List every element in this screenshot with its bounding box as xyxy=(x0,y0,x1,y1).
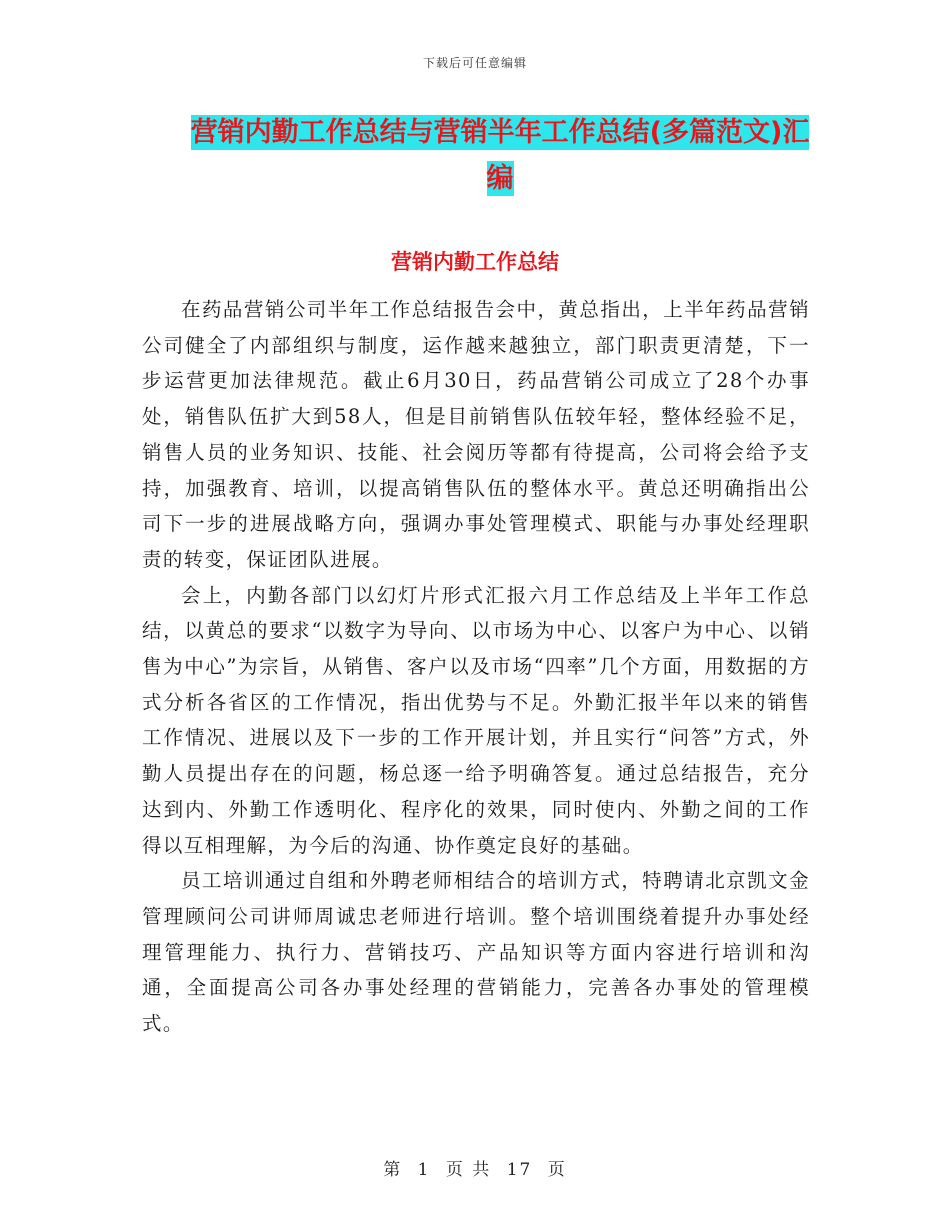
paragraph: 员工培训通过自组和外聘老师相结合的培训方式，特聘请北京凯文金管理顾问公司讲师周诚忠老师进行培训。整个培训围绕着提升办事处经理管理能力、执行力、营销技巧、产品知识等方面内容进行培训和沟通，全面提高公司各办事处经理的营销能力，完善各办事处的管理模式。 xyxy=(142,869,810,1036)
footer-total-pages: 17 xyxy=(506,1160,533,1180)
document-title-text: 营销内勤工作总结与营销半年工作总结(多篇范文)汇编 xyxy=(190,117,810,194)
footer-page-number: 1 xyxy=(417,1160,431,1180)
paragraph: 会上，内勤各部门以幻灯片形式汇报六月工作总结及上半年工作总结，以黄总的要求“以数字为导向、以市场为中心、以客户为中心、以销售为中心”为宗旨，从销售、客户以及市场“四率”几个方面，用数据的方式分析各省区的工作情况，指出优势与不足。外勤汇报半年以来的销售工作情况、进展以及下一步的工作开展计划，并且实行“问答”方式，外勤人员提出存在的问题，杨总逐一给予明确答复。通过总结报告，充分达到内、外勤工作透明化、程序化的效果，同时使内、外勤之间的工作得以互相理解，为今后的沟通、协作奠定良好的基础。 xyxy=(142,583,810,857)
footer-suffix: 页 xyxy=(547,1160,567,1180)
paragraph: 在药品营销公司半年工作总结报告会中，黄总指出，上半年药品营销公司健全了内部组织与制度，运作越来越独立，部门职责更清楚，下一步运营更加法律规范。截止6月30日，药品营销公司成立了28个办事处，销售队伍扩大到58人，但是目前销售队伍较年轻，整体经验不足，销售人员的业务知识、技能、社会阅历等都有待提高，公司将会给予支持，加强教育、培训，以提高销售队伍的整体水平。黄总还明确指出公司下一步的进展战略方向，强调办事处管理模式、职能与办事处经理职责的转变，保证团队进展。 xyxy=(142,298,810,571)
body-text xyxy=(142,292,810,1042)
section-title: 营销内勤工作总结 xyxy=(391,250,559,274)
footer-middle: 页 共 xyxy=(445,1160,492,1180)
header-note: 下载后可任意编辑 xyxy=(422,56,527,70)
footer-prefix: 第 xyxy=(383,1160,403,1180)
page-footer xyxy=(0,1155,950,1180)
document-title xyxy=(190,110,810,202)
